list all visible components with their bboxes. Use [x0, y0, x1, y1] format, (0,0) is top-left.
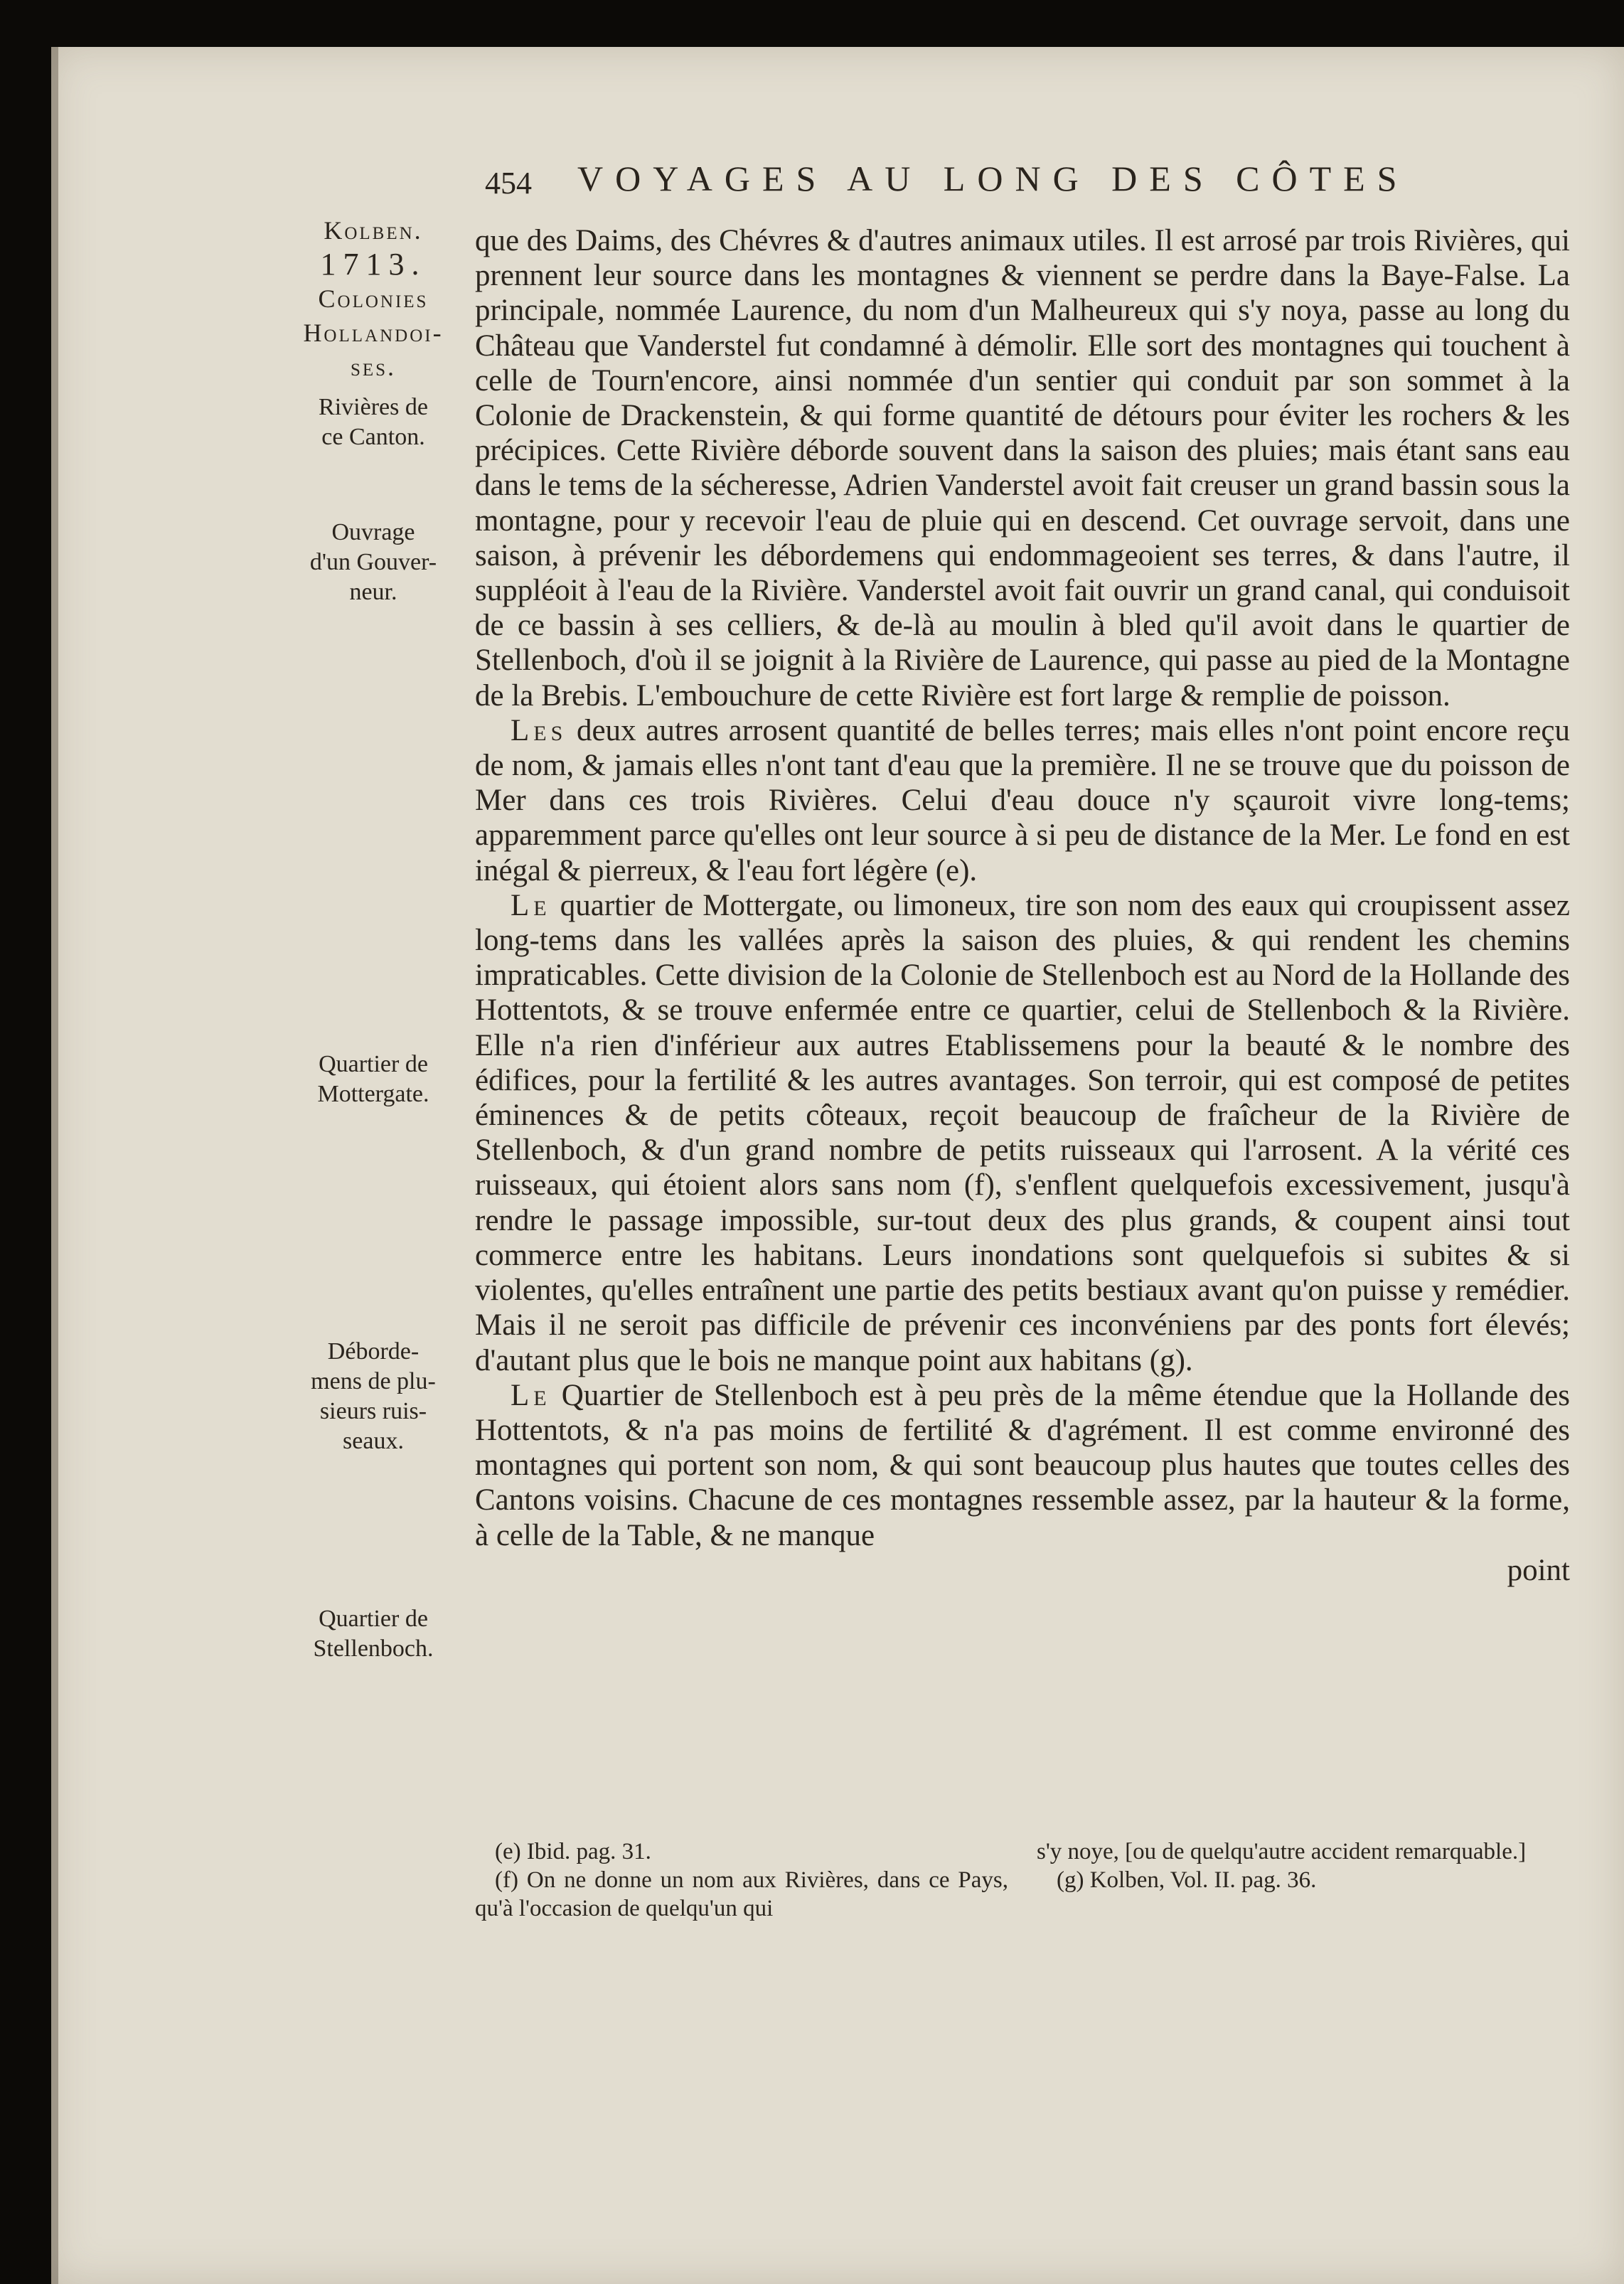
margin-note-line: seaux. [343, 1428, 404, 1454]
paragraph-text: Quartier de Stellenboch est à peu près de la même étendue que la Hollande des Hottentots, & n'a pas moins de fertilité & d'agrément. Il est comme environné des montagnes qui portent son nom, & qui sont beaucoup plus hautes que toutes celles des Cantons voisins. Chacune de ces montagnes ressemble assez, par la hauteur & la forme, à celle de la Table, & ne manque [475, 1378, 1570, 1552]
footnote-f-continued: s'y noye, [ou de quelqu'autre accident remarquable.] [1037, 1839, 1527, 1864]
margin-note-rivieres [270, 393, 476, 452]
page-edge-shadow [51, 47, 58, 2284]
margin-note-stellenboch [270, 1604, 476, 1664]
margin-note-line: sieurs ruis- [319, 1398, 427, 1424]
footnotes-left-column [475, 1837, 1008, 1923]
margin-note-line: Mottergate. [317, 1081, 429, 1107]
margin-note-line: Colonies [318, 284, 429, 313]
margin-note-line: Quartier de [319, 1606, 428, 1632]
margin-note-ouvrage [270, 518, 476, 607]
margin-note-line: Hollandoi- [303, 319, 444, 347]
paragraph-text: deux autres arrosent quantité de belles terres; mais elles n'ont point encore reçu de nom, & jamais elles n'ont tant d'eau que la première. Il ne se trouve que du poisson de Mer dans ces trois Rivières. Celui d'eau douce n'y sçauroit vivre long-tems; apparemment parce qu'elles ont leur source à si peu de distance de la Mer. Le fond en est inégal & pierreux, & l'eau fort légère (e). [475, 713, 1570, 887]
paragraph-mottergate [475, 888, 1570, 1378]
margin-note-kolben [270, 213, 476, 384]
margin-note-line: Stellenboch. [313, 1635, 434, 1662]
margin-note-debordemens [270, 1337, 476, 1456]
margin-note-line: Quartier de [319, 1051, 428, 1077]
footnote-f: (f) On ne donne un nom aux Rivières, dans ce Pays, qu'à l'occasion de quelqu'un qui [475, 1867, 1008, 1921]
margin-note-mottergate [270, 1050, 476, 1109]
margin-note-line: ses. [350, 353, 397, 381]
margin-note-line: 1713. [320, 247, 427, 282]
page-number: 454 [485, 166, 532, 201]
margin-note-line: mens de plu- [311, 1368, 436, 1394]
margin-note-line: Débordе- [327, 1338, 420, 1365]
paragraph-stellenboch [475, 1378, 1570, 1553]
page-header [485, 158, 1495, 208]
paragraph-text: quartier de Mottergate, ou limoneux, tire son nom des eaux qui croupissent assez long-tems dans les vallées après la saison des pluies, & qui rendent les chemins impraticables. Cette division de la Colonie de Stellenboch est au Nord de la Hollande des Hottentots, & se trouve enfermée entre ce quartier, celui de Stellenboch & la Rivière. Elle n'a rien d'inférieur aux autres Etablissemens pour la beauté & le nombre des édifices, pour la fertilité & les autres avantages. Son terroir, qui est composé de petites éminences & de petits côteaux, reçoit beaucoup de fraîcheur de la Rivière de Stellenboch, & d'un grand nombre de petits ruisseaux qui l'arrosent. A la vérité ces ruisseaux, qui étoient alors sans nom (f), s'enflent quelquefois excessivement, jusqu'à rendre le passage impossible, sur-tout deux des plus grands, & coupent ainsi tout commerce entre les habitans. Leurs inondations sont quelquefois si subites & si violentes, qu'elles entraînent une partie des petits bestiaux avant qu'on puisse y remédier. Mais il ne seroit pas difficile de prévenir ces inconvéniens par des ponts fort élevés; d'autant plus que le bois ne manque point aux habitans (g). [475, 888, 1570, 1377]
footnote-g: (g) Kolben, Vol. II. pag. 36. [1057, 1867, 1317, 1893]
paragraph-rivieres: que des Daims, des Chévres & d'autres animaux utiles. Il est arrosé par trois Rivières, qui prennent leur source dans les montagnes & viennent se perdre dans la Baye-False. La principale, nommée Laurence, du nom d'un Malheureux qui s'y noya, passe au long du Château que Vanderstel fut condamné à démolir. Elle sort des montagnes qui touchent à celle de Tourn'encore, ainsi nommée d'un sentier qui conduit par son sommet à la Colonie de Drackenstein, & qui forme quantité de détours pour éviter les rochers & les précipices. Cette Rivière déborde souvent dans la saison des pluies; mais étant sans eau dans le tems de la sécheresse, Adrien Vanderstel avoit fait creuser un grand bassin sous la montagne, pour y recevoir l'eau de pluie qui en descend. Cet ouvrage servoit, dans une saison, à prévenir les débordemens qui endommageoient ses terres, & dans l'autre, il suppléoit à l'eau de la Rivière. Vanderstel avoit fait ouvrir un grand canal, qui conduisoit de ce bassin à ses celliers, & de-là au moulin à bled qu'il avoit dans le quartier de Stellenboch, d'où il se joignit à la Rivière de Laurence, qui passe au pied de la Montagne de la Brebis. L'embouchure de cette Rivière est fort large & remplie de poisson. [475, 224, 1570, 713]
footnote-e: (e) Ibid. pag. 31. [495, 1839, 651, 1864]
margin-note-line: Rivières de [319, 394, 428, 420]
margin-note-line: d'un Gouver- [309, 549, 437, 575]
footnotes-right-column [1037, 1837, 1570, 1894]
paragraph-autres-rivieres [475, 713, 1570, 888]
catchword-line [475, 1553, 1570, 1588]
margin-note-line: Kolben. [324, 216, 423, 245]
margin-note-line: neur. [349, 579, 397, 605]
margin-note-line: Ouvrage [331, 519, 415, 545]
catchword: point [1507, 1553, 1570, 1587]
margin-note-line: ce Canton. [321, 424, 425, 450]
paragraph-lead-word: Les [511, 713, 567, 747]
body-text [475, 223, 1570, 1588]
running-title: VOYAGES AU LONG DES CÔTES [577, 159, 1409, 198]
paragraph-lead-word: Le [511, 888, 551, 922]
paragraph-lead-word: Le [511, 1378, 551, 1412]
